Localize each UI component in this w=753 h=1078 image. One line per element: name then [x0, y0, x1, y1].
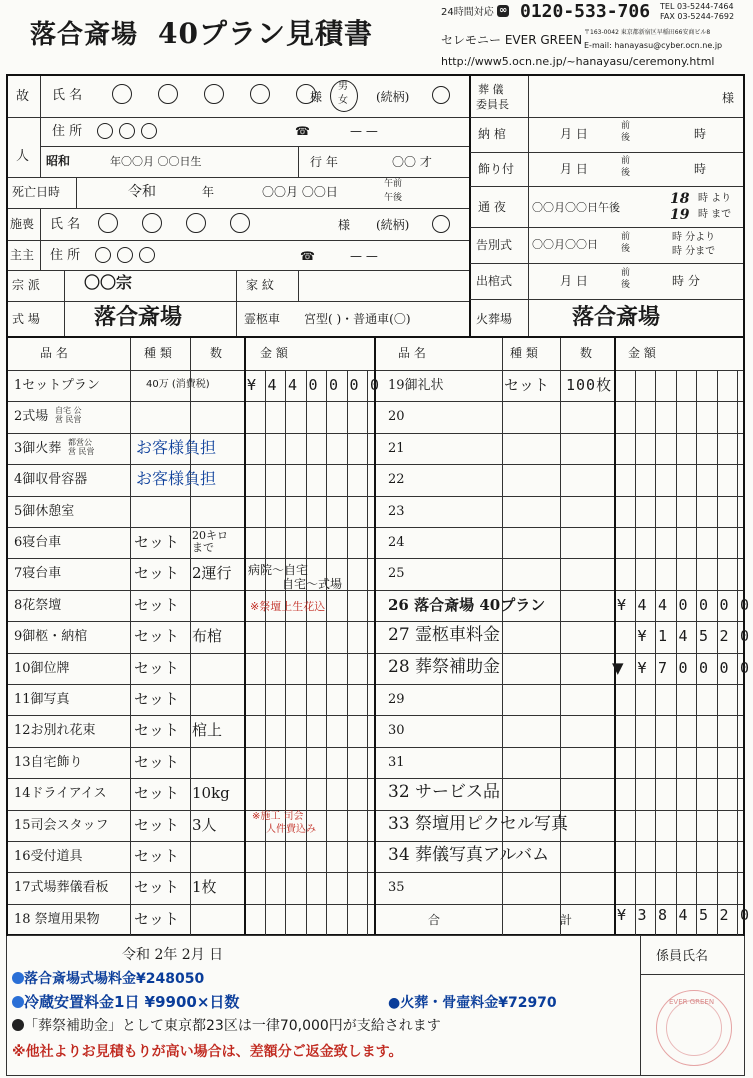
deceased-label: 故: [16, 89, 30, 104]
mourner-name-label: 氏 名: [50, 217, 81, 232]
amount-digit: 0: [678, 658, 688, 677]
left-item-name: 14ドライアイス: [14, 786, 107, 802]
total-label: 合: [428, 913, 441, 927]
amount-digit: 0: [719, 658, 729, 677]
age-fields: 〇〇 才: [392, 155, 432, 169]
sect-value: 〇〇宗: [84, 273, 133, 292]
deduction-marker: ▼: [612, 658, 624, 677]
right-item-name: 27 霊柩車料金: [388, 625, 501, 646]
left-item-type: セット: [134, 784, 180, 803]
death-fields: 〇〇月 〇〇日: [262, 185, 338, 199]
farewell-date: 〇〇月〇〇日: [532, 238, 598, 251]
farewell-pm: 後: [621, 244, 631, 254]
left-item-name: 9御柩・納棺: [14, 629, 88, 645]
amount-digit: 5: [699, 906, 709, 924]
total-label-2: 計: [560, 913, 573, 927]
left-item-name: 1セットプラン: [14, 378, 100, 393]
amount-digit: 0: [349, 376, 359, 394]
decorating-pm: 後: [621, 168, 631, 178]
decorating-date: 月 日: [560, 162, 588, 176]
left-item-name: 16受付道具: [14, 849, 83, 864]
amount-digit: 4: [288, 376, 298, 394]
phone-number: 0120-533-706: [520, 1, 651, 22]
encoffin-time: 時: [694, 127, 707, 141]
left-header-qty: 数: [210, 346, 223, 360]
deceased-name-circles[interactable]: [112, 84, 316, 108]
venue-value: 落合斎場: [94, 304, 183, 330]
right-item-name: 31: [388, 754, 405, 770]
deceased-sama: 様: [310, 90, 323, 104]
encoffin-date: 月 日: [560, 127, 588, 141]
death-pm: 午後: [384, 193, 403, 203]
company-address: 〒163-0042 東京都新宿区早稲田66安商ビル8: [584, 29, 711, 36]
right-item-name: 33 祭壇用ピクセル写真: [388, 813, 569, 834]
left-item-name: 10御位牌: [14, 660, 70, 676]
death-am: 午前: [384, 179, 403, 189]
left-item-name: 4御収骨容器: [14, 472, 88, 488]
amount-digit: 4: [678, 627, 688, 646]
crematorium-value: 落合斎場: [572, 304, 661, 330]
left-item-name: 6寝台車: [14, 535, 62, 550]
amount-digit: 1: [658, 627, 668, 646]
left-item-qty: 棺上: [192, 721, 223, 740]
gender-male: 男: [338, 81, 348, 92]
left-item-name: 12お別れ花束: [14, 723, 96, 739]
committee-label: 葬 儀: [478, 83, 504, 96]
left-item-type: セット: [134, 721, 180, 740]
left-item-type: セット: [134, 815, 180, 834]
hearse-note-2: 自宅〜式場: [282, 577, 343, 591]
right-item-name: 23: [388, 503, 405, 519]
left-item-qty: 布棺: [192, 627, 223, 646]
right-item-type: セット: [504, 376, 550, 394]
amount-digit: 2: [719, 627, 729, 646]
wake-end: 19: [670, 207, 690, 223]
left-item-qty: 2運行: [192, 564, 232, 583]
deceased-label-2: 人: [16, 149, 30, 164]
amount-digit: 0: [678, 595, 688, 614]
hearse-value: 宮型( )・普通車(〇): [304, 312, 411, 326]
right-item-name: 21: [388, 440, 405, 456]
farewell-from: 時 分より: [672, 232, 716, 243]
departure-am: 前: [621, 268, 631, 278]
wake-start: 18: [670, 191, 690, 207]
mourner-relation-label: (続柄): [376, 218, 410, 232]
farewell-label: 告別式: [476, 238, 513, 252]
left-item-type: セット: [134, 909, 180, 928]
amount-digit: ¥: [247, 376, 257, 394]
amount-digit: 0: [308, 376, 318, 394]
company-email: E-mail: hanayasu@cyber.ocn.ne.jp: [584, 41, 723, 50]
mourner-relation-circle[interactable]: [432, 215, 450, 237]
departure-label: 出棺式: [476, 274, 513, 288]
left-item-name: 7寝台車: [14, 566, 62, 582]
staff-name-label: 係員氏名: [656, 949, 709, 964]
left-item-name: 8花祭壇: [14, 597, 62, 613]
left-item-type: セット: [134, 564, 180, 583]
left-item-type: お客様負担: [136, 437, 217, 457]
right-item-name: 34 葬儀写真アルバム: [388, 845, 550, 865]
footer-date: 令和 2年 2月 日: [122, 947, 224, 963]
venue-label: 式 場: [12, 312, 40, 326]
amount-digit: 0: [740, 627, 750, 646]
hearse-label: 霊柩車: [244, 312, 281, 326]
mourner-label-2: 主主: [10, 248, 35, 262]
death-label: 死亡日時: [12, 185, 61, 199]
encoffin-label: 納 棺: [478, 127, 506, 141]
left-item-qty: 3人: [192, 815, 217, 834]
wake-start-suffix: 時 より: [698, 193, 732, 204]
left-item-sub: 都営公営 民営: [68, 437, 95, 456]
left-header-name: 品 名: [40, 346, 68, 360]
amount-digit: ¥: [637, 658, 647, 677]
mourner-sama: 様: [338, 218, 351, 232]
footer-line-4: ※他社よりお見積もりが高い場合は、差額分ご返金致します。: [12, 1044, 403, 1060]
right-item-name: 35: [388, 880, 405, 896]
amount-digit: 0: [329, 376, 339, 394]
title-plan: 40プラン見積書: [158, 17, 373, 50]
amount-digit: 0: [370, 376, 380, 394]
wake-date: 〇〇月〇〇日午後: [532, 201, 620, 214]
left-item-name: 3御火葬: [14, 440, 62, 456]
birth-fields: 年〇〇月 〇〇日生: [110, 155, 202, 168]
decorating-am: 前: [621, 156, 631, 166]
amount-digit: 8: [658, 906, 668, 924]
amount-digit: 5: [699, 627, 709, 646]
footer-line-3: 「葬祭補助金」として東京都23区は一律70,000円が支給されます: [12, 1019, 441, 1033]
mourner-phone-icon: ☎: [300, 249, 315, 263]
footer-line-2: 冷蔵安置料金1日 ¥9900×日数: [12, 995, 239, 1010]
encoffin-am: 前: [621, 121, 631, 131]
departure-date: 月 日: [560, 274, 588, 288]
freedial-icon: ∞: [499, 5, 508, 16]
deceased-relation-label: (続柄): [376, 90, 410, 104]
amount-digit: 4: [267, 376, 277, 394]
left-item-type: セット: [134, 533, 180, 551]
company-name: セレモニー EVER GREEN: [441, 33, 583, 47]
amount-digit: ¥: [617, 906, 627, 924]
right-item-name: 25: [388, 566, 405, 582]
death-nen: 年: [202, 185, 215, 199]
mourner-address-label: 住 所: [50, 248, 81, 263]
left-item-qty: 10kg: [192, 784, 230, 803]
right-item-name: 26 落合斎場 40プラン: [388, 595, 546, 614]
amount-digit: ¥: [617, 595, 627, 614]
deceased-phone-icon: ☎: [295, 124, 310, 138]
amount-digit: 4: [678, 906, 688, 924]
sect-label: 宗 派: [12, 278, 40, 292]
mourner-phone-dash: — —: [350, 249, 378, 263]
left-item-type: お客様負担: [136, 469, 217, 489]
amount-digit: 0: [740, 595, 750, 614]
footer-line-1: 落合斎場式場料金¥248050: [12, 972, 204, 986]
right-header-name: 品 名: [398, 346, 426, 360]
right-item-name: 22: [388, 472, 405, 488]
amount-digit: 3: [637, 906, 647, 924]
amount-digit: 0: [699, 595, 709, 614]
right-item-name: 32 サービス品: [388, 782, 501, 803]
left-item-name: 11御写真: [14, 692, 70, 707]
altar-note: ※祭壇上生花込: [250, 600, 326, 613]
hearse-note-1: 病院〜自宅: [248, 563, 309, 577]
mourner-name-circles[interactable]: [98, 213, 250, 237]
encoffin-pm: 後: [621, 133, 631, 143]
left-item-type: セット: [134, 847, 180, 865]
deceased-address-label: 住 所: [52, 124, 83, 139]
crest-label: 家 紋: [246, 278, 274, 292]
left-item-name: 2式場: [14, 409, 49, 425]
amount-digit: 0: [740, 658, 750, 677]
deceased-name-label: 氏 名: [52, 88, 83, 103]
crematorium-label: 火葬場: [476, 312, 513, 326]
farewell-to: 時 分まで: [672, 246, 716, 257]
wake-label: 通 夜: [478, 200, 506, 214]
gender-female: 女: [338, 95, 348, 106]
decorating-label: 飾り付: [478, 162, 515, 176]
deceased-address-circles[interactable]: [97, 123, 157, 143]
right-item-name: 24: [388, 535, 405, 550]
right-item-name: 19御礼状: [388, 378, 444, 393]
right-header-amount: 金 額: [628, 346, 656, 360]
deceased-relation-circle[interactable]: [432, 86, 450, 108]
left-item-type: セット: [134, 658, 180, 677]
committee-sama: 様: [722, 91, 735, 105]
left-item-qty: 1枚: [192, 878, 217, 897]
company-stamp: EVER GREEN: [656, 990, 732, 1066]
left-item-name: 5御休憩室: [14, 503, 75, 519]
right-item-name: 29: [388, 692, 405, 707]
left-item-sub: 自宅 公営 民営: [55, 406, 82, 425]
left-item-type: セット: [134, 690, 180, 708]
phone-label: 24時間対応: [441, 7, 494, 18]
left-item-qty: 20キロ まで: [192, 529, 228, 555]
left-item-name: 18 祭壇用果物: [14, 911, 100, 927]
left-item-name: 13自宅飾り: [14, 754, 83, 770]
mourner-label: 施喪: [10, 217, 35, 231]
death-era: 令和: [128, 184, 156, 200]
staff-note-2: 人件費込み: [266, 824, 316, 835]
left-header-type: 種 類: [144, 346, 172, 360]
departure-time: 時 分: [672, 274, 700, 288]
wake-end-suffix: 時 まで: [698, 209, 732, 220]
right-item-name: 30: [388, 723, 405, 739]
amount-digit: 0: [719, 595, 729, 614]
amount-digit: 4: [658, 595, 668, 614]
mourner-address-circles[interactable]: [95, 247, 155, 267]
amount-digit: 7: [658, 658, 668, 677]
right-item-qty: 100枚: [566, 376, 613, 394]
age-label: 行 年: [310, 155, 338, 169]
left-item-type: セット: [134, 627, 180, 646]
right-header-qty: 数: [580, 346, 593, 360]
left-item-type: セット: [134, 752, 180, 771]
footer-line-2b: ●火葬・骨壷料金¥72970: [388, 995, 557, 1011]
left-item-type: セット: [134, 595, 180, 614]
amount-digit: 2: [719, 906, 729, 924]
deceased-phone-dash: — —: [350, 124, 378, 138]
left-item-type: セット: [134, 878, 180, 897]
title-venue: 落合斎場: [30, 20, 139, 50]
amount-digit: 4: [637, 595, 647, 614]
decorating-time: 時: [694, 162, 707, 176]
staff-note-1: ※施工 司会: [252, 811, 304, 822]
right-header-type: 種 類: [510, 346, 538, 360]
amount-digit: 0: [740, 906, 750, 924]
left-item-name: 17式場葬儀看板: [14, 880, 109, 896]
left-item-type: 40万 (消費税): [146, 379, 210, 390]
amount-digit: ¥: [637, 627, 647, 646]
birth-era: 昭和: [46, 154, 71, 168]
farewell-am: 前: [621, 232, 631, 242]
right-item-name: 28 葬祭補助金: [388, 656, 501, 677]
amount-digit: 0: [699, 658, 709, 677]
tel-number: TEL 03-5244-7464: [660, 2, 734, 11]
right-item-name: 20: [388, 409, 405, 425]
committee-label-2: 委員長: [476, 98, 509, 111]
departure-pm: 後: [621, 280, 631, 290]
left-header-amount: 金 額: [260, 346, 288, 360]
left-item-name: 15司会スタッフ: [14, 817, 109, 833]
fax-number: FAX 03-5244-7692: [660, 12, 735, 21]
company-url: http://www5.ocn.ne.jp/~hanayasu/ceremony.html: [441, 55, 715, 68]
